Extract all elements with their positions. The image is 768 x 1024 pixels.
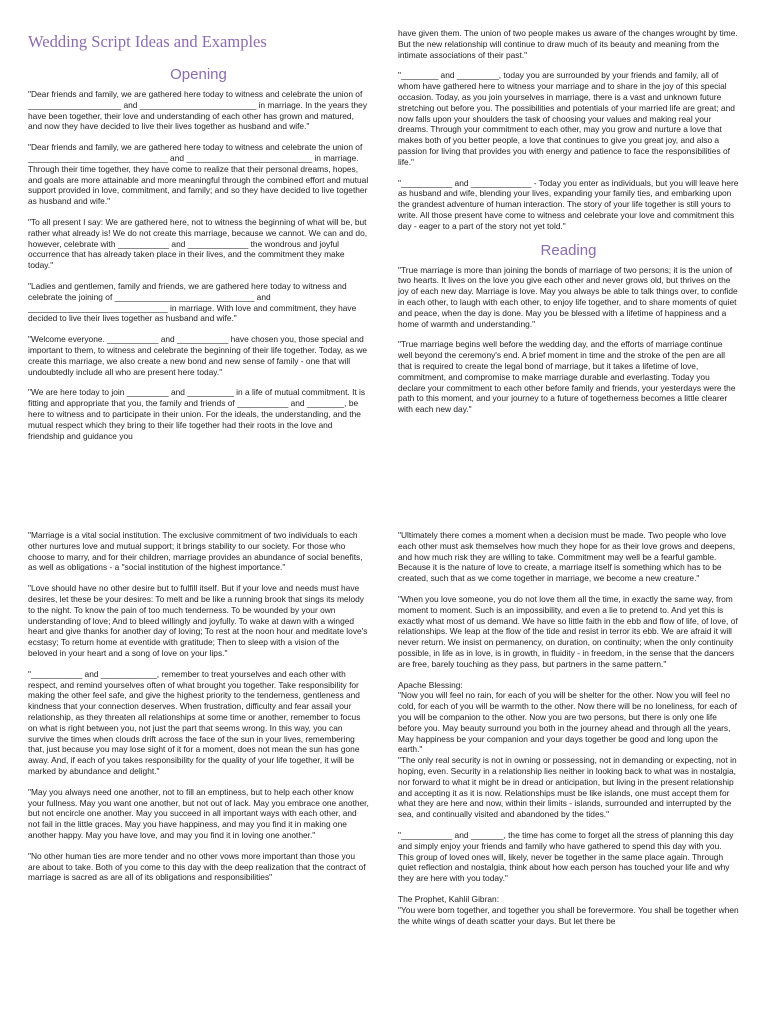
reading-paragraph-5: "___________ and ____________, remember to treat yourselves and each other with respect, and remind yourselves often of what brought you together. Take responsibility for making the other feel safe, and give the highest priority to the tenderness, gentleness and kindness that your connection deserves. When frustration, difficulty and fear assail your relationship, as they threaten all relationships at some time or another, remember to focus on what is right between you, not just the part that seems wrong. In this way, you can survive the times when clouds drift across the face of the sun in your lives, remembering that, just because you may lose sight of it for a moment, does not mean the sun has gone away. And, if each of you takes responsibility for the quality of your life together, it will be marked by abundance and delight." — [28, 668, 361, 776]
page1-right-column — [398, 28, 739, 425]
page1-left-column — [28, 32, 369, 441]
reading-paragraph-4: "Love should have no other desire but to fulfill itself. But if your love and needs must have desires, let these be your desires: To melt and be like a running brook that sings its melody to the night. To know the pain of too much tenderness. To be wounded by your own understanding of love; And to bleed willingly and joyfully. To wake at dawn with a winged heart and give thanks for another day of loving; To rest at the noon hour and meditate love's ecstasy; To return home at eventide with gratitude; Then to sleep with a vision of the beloved in your heart and a song of love on your lips." — [28, 583, 368, 658]
page2-left-column — [28, 530, 369, 883]
opening-paragraph-7: "________ and _________, today you are surrounded by your friends and family, all of whom have gathered here to witness your marriage and to share in the joy of this special occasion. Today, as you join yourselves in marriage, there is a vast and unknown future stretching out before you. The possibilities and potentials of your married life are great; and now falls upon your shoulders the task of choosing your values and making real your dreams. Through your commitment to each other, may you grow and nurture a love that makes both of you better people, a love that continues to give you great joy, and also a passion for living that provides you with energy and patience to face the responsibilities of life." — [398, 70, 735, 167]
prophet-text: "You were born together, and together you shall be forevermore. You shall be together when the white wings of death scatter your days. But let there be — [398, 904, 739, 926]
reading-paragraph-11: "___________ and _______, the time has come to forget all the stress of planning this day and simply enjoy your friends and family who have gathered to spend this day with you. This group of loved ones will, likely, never be together in the same place again. Through quiet reflection and nostalgia, think about how each person has touched your life and why they are here with you today." — [398, 829, 734, 884]
reading-paragraph-3: "Marriage is a vital social institution. The exclusive commitment of two individuals to each other nurtures love and mutual support; it brings stability to our society. For those who choose to marry, and for their children, marriage provides an abundance of social benefits, as well as obligations - a "social institution of the highest importance." — [28, 530, 363, 573]
opening-paragraph-4: "Ladies and gentlemen, family and friends, we are gathered here today to witness and celebrate the joining of ______________________________ and ______________________________ in marriage. With love and commitment, they have decided to live their lives together as husband and wife." — [28, 280, 357, 324]
prophet-label: The Prophet, Kahlil Gibran: — [398, 893, 500, 904]
reading-paragraph-7: "No other human ties are more tender and no other vows more important than those you are about to take. Both of you come to this day with the deep realization that the contract of marriage is sacred as are all of its obligations and responsibilities" — [28, 850, 366, 883]
opening-paragraph-8: "___________ and _____________ - Today you enter as individuals, but you will leave here as husband and wife, blending your lives, expanding your family ties, and embarking upon the grandest adventure of human interaction. The story of your life together is still yours to write. All those present have come to witness and celebrate your love and commitment this day - eager to a part of the story not yet told." — [398, 177, 739, 231]
opening-heading: Opening — [170, 66, 227, 83]
opening-paragraph-5: "Welcome everyone. ___________ and ___________ have chosen you, those special and important to them, to witness and celebrate the beginning of their life together. Today, as we create this marriage, we also create a new bond and new sense of family - one that will undoubtedly include all who are present here today." — [28, 334, 368, 377]
opening-paragraph-3: "To all present I say: We are gathered here, not to witness the beginning of what will be, but rather what already is! We do not create this marriage, because we cannot. We can and do, however, celebrate with ___________ and _____________ the wondrous and joyful occurrence that has already taken place in their lives, and the commitment they make today." — [28, 216, 368, 271]
apache-blessing-label: Apache Blessing: — [398, 679, 463, 690]
reading-paragraph-8: "Ultimately there comes a moment when a decision must be made. Two people who love each other must ask themselves how much they hope for as their love grows and deepens, and how much risk they are willing to take. Commitment may well be a fearful gamble. Because it is the nature of love to create, a marriage itself is something which has to be created, such that as we come together in marriage, we become a new creature." — [398, 530, 736, 584]
opening-paragraph-1: "Dear friends and family, we are gathered here today to witness and celebrate the union of ____________________ and _________________________ in marriage. In the years they have been together, their love and understanding of each other has grown and matured, and now they have decided to live their lives together as husband and wife." — [28, 89, 368, 132]
opening-continued-paragraph: have given them. The union of two people makes us aware of the changes wrought by time. But the new relationship will continue to draw much of its beauty and meaning from the intimate associations of their past." — [398, 28, 738, 60]
reading-heading: Reading — [540, 241, 597, 259]
reading-paragraph-6: "May you always need one another, not to fill an emptiness, but to help each other know your fullness. May you want one another, but not out of lack. May you embrace one another, but not encircle one another. May you succeed in all important ways with each other, and not fail in the little graces. May you have happiness, and may you find it in making one another happy. May you have love, and may you find it in loving one another." — [28, 786, 369, 840]
opening-paragraph-6: "We are here today to join _________ and __________ in a life of mutual commitment. It is fitting and appropriate that you, the family and friends of ___________ and ________, be here to witness and to participate in their union. For the ideals, the understanding, and the mutual respect which they bring to their life together had their roots in the love and friendship and guidance you — [28, 387, 366, 441]
reading-paragraph-10: "The only real security is not in owning or possessing, not in demanding or expecting, not in hoping, even. Security in a relationship lies neither in looking back to what was in nostalgia, nor forward to what it might be in dread or anticipation, but living in the present relationship and accepting it as it is now. Relationships must be like islands, one must accept them for what they are here and now, within their limits - islands, surrounded and interrupted by the sea, and continually visited and abandoned by the tides." — [398, 755, 737, 820]
opening-paragraph-2: "Dear friends and family, we are gathered here today to witness and celebrate the union of ______________________________ and ___________________________ in marriage. Through their time together, they have come to realize that their personal dreams, hopes, and goals are more attainable and more meaningful through the combined effort and mutual support provided in love, commitment, and family; and so they have decided to live together as husband and wife." — [28, 142, 369, 207]
reading-paragraph-2: "True marriage begins well before the wedding day, and the efforts of marriage continue well beyond the ceremony's end. A brief moment in time and the stroke of the pen are all that is required to create the legal bond of marriage, but it takes a lifetime of love, commitment, and compromise to make marriage durable and everlasting. Today you declare your commitment to each other before family and friends, your yesterdays were the path to this moment, and your journey to a future of togetherness becomes a little clearer with each new day." — [398, 339, 736, 415]
page-divider — [0, 500, 768, 501]
reading-paragraph-9: "When you love someone, you do not love them all the time, in exactly the same way, from moment to moment. Such is an impossibility, and even a lie to pretend to. And yet this is exactly what most of us demand. We have so little faith in the ebb and flow of life, of love, of relationships. We leap at the flow of the tide and resist in terror its ebb. We are afraid it will never return. We insist on permanency, on duration, on continuity; when the only continuity possible, in life as in love, is in growth, in fluidity - in freedom, in the sense that the dancers are free, barely touching as they pass, but partners in the same pattern." — [398, 593, 738, 669]
page2-right-column — [398, 530, 739, 926]
apache-blessing-text: "Now you will feel no rain, for each of you will be shelter for the other. Now you will feel no cold, for each of you will be warmth to the other. Now there will be no loneliness, for each of you will be companion to the other. Now you are two persons, but there is only one life before you. May beauty surround you both in the journey ahead and through all the years, May happiness be your companion and your days together be good and long upon the earth." — [398, 690, 737, 755]
document-title: Wedding Script Ideas and Examples — [28, 32, 267, 51]
reading-paragraph-1: "True marriage is more than joining the bonds of marriage of two persons; it is the union of two hearts. It lives on the love you give each other and never grows old, but thrives on the joy of each new day. Marriage is love. May you always be able to talk things over, to confide in each other, to laugh with each other, to enjoy life together, and to share moments of quiet and peace, when the day is done. May you be blessed with a lifetime of happiness and a home of warmth and understanding." — [398, 264, 738, 329]
